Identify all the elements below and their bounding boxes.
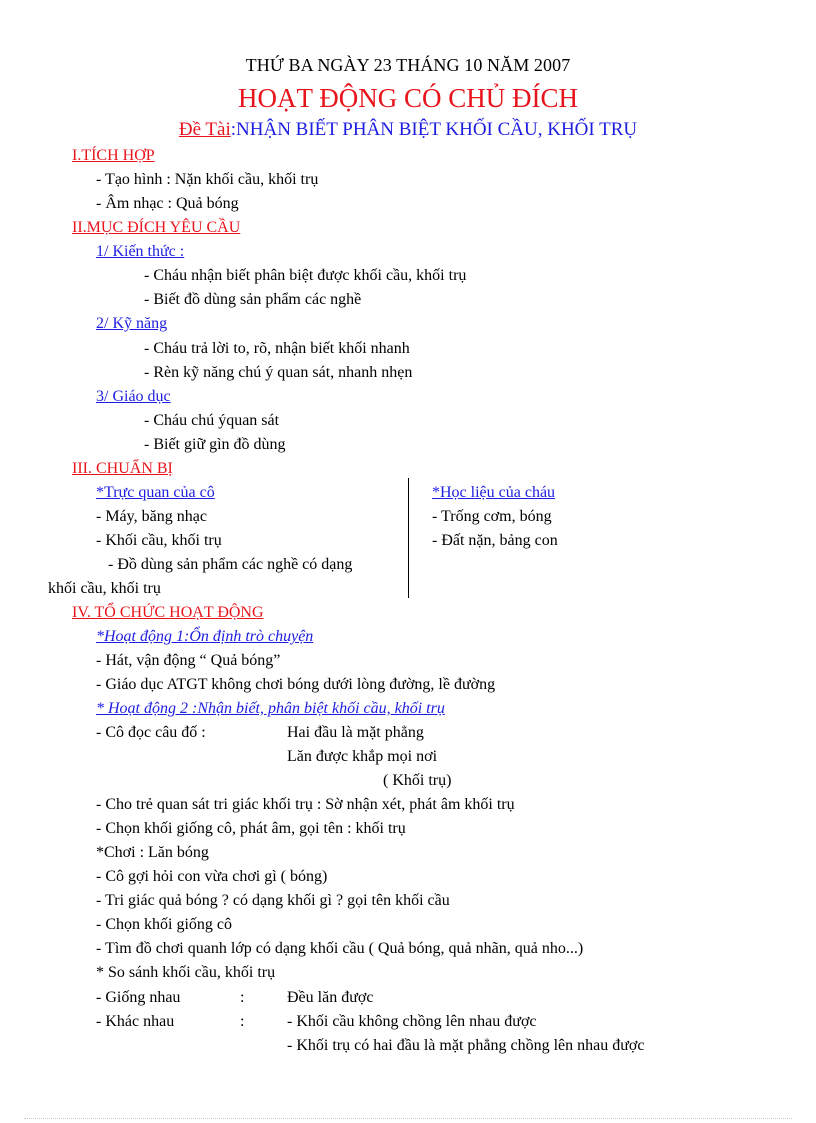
skills-item: - Cháu trả lời to, rõ, nhận biết khối nhanh (144, 340, 410, 357)
activity-2-item: - Cô gợi hỏi con vừa chơi gì ( bóng) (96, 868, 328, 885)
skills-item: - Rèn kỹ năng chú ý quan sát, nhanh nhẹn (144, 364, 413, 381)
activity-2-item: * So sánh khối cầu, khối trụ (96, 964, 276, 981)
riddle-intro: - Cô đọc câu đố : (96, 724, 206, 741)
integration-item: - Tạo hình : Nặn khối cầu, khối trụ (96, 171, 319, 188)
riddle-line: Hai đầu là mặt phẳng (287, 724, 424, 741)
teacher-material-item: khối cầu, khối trụ (48, 580, 161, 597)
column-divider (408, 478, 409, 598)
riddle-answer: ( Khối trụ) (383, 772, 452, 789)
activity-2-item: - Chọn khối giống cô (96, 916, 232, 933)
activities-heading: IV. TỔ CHỨC HOẠT ĐỘNG (72, 604, 264, 621)
diff-value: - Khối trụ có hai đầu là mặt phẳng chồng lên nhau được (287, 1037, 645, 1054)
children-material-item: - Đất nặn, bảng con (432, 532, 558, 549)
diff-colon: : (240, 1013, 245, 1030)
goals-heading: II.MỤC ĐÍCH YÊU CẦU (72, 219, 241, 236)
skills-heading: 2/ Kỹ năng (96, 315, 168, 332)
same-value: Đều lăn được (287, 989, 374, 1006)
knowledge-item: - Cháu nhận biết phân biệt được khối cầu, khối trụ (144, 267, 467, 284)
integration-item: - Âm nhạc : Quả bóng (96, 195, 239, 212)
page-bottom-border (24, 1118, 792, 1119)
same-colon: : (240, 989, 245, 1006)
diff-label: - Khác nhau (96, 1013, 175, 1030)
activity-2-item: - Tri giác quả bóng ? có dạng khối gì ? gọi tên khối cầu (96, 892, 450, 909)
children-material-item: - Trống cơm, bóng (432, 508, 552, 525)
activity-2-item: *Chơi : Lăn bóng (96, 844, 209, 861)
teacher-material-item: - Máy, băng nhạc (96, 508, 207, 525)
activity-1-item: - Giáo dục ATGT không chơi bóng dưới lòng đường, lề đường (96, 676, 496, 693)
date-line: THỨ BA NGÀY 23 THÁNG 10 NĂM 2007 (245, 55, 571, 75)
topic-title: :NHẬN BIẾT PHÂN BIỆT KHỐI CẦU, KHỐI TRỤ (230, 119, 638, 140)
riddle-line: Lăn được khắp mọi nơi (287, 748, 438, 765)
activity-1-heading: *Hoạt động 1:Ổn định trò chuyện (96, 628, 314, 645)
teacher-materials-heading: *Trực quan của cô (96, 484, 215, 501)
diff-value: - Khối cầu không chồng lên nhau được (287, 1013, 537, 1030)
topic-line (0, 118, 816, 142)
activity-2-item: - Chọn khối giống cô, phát âm, gọi tên : khối trụ (96, 820, 406, 837)
activity-2-item: - Cho trẻ quan sát tri giác khối trụ : Sờ nhận xét, phát âm khối trụ (96, 796, 515, 813)
knowledge-item: - Biết đồ dùng sản phẩm các nghề (144, 291, 362, 308)
activity-2-heading: * Hoạt động 2 :Nhận biết, phân biệt khối cầu, khối trụ (96, 700, 445, 717)
teacher-material-item: - Khối cầu, khối trụ (96, 532, 222, 549)
integration-heading: I.TÍCH HỢP (72, 147, 155, 164)
education-item: - Cháu chú ýquan sát (144, 412, 280, 429)
activity-type-title: HOẠT ĐỘNG CÓ CHỦ ĐÍCH (237, 83, 578, 113)
education-item: - Biết giữ gìn đồ dùng (144, 436, 286, 453)
topic-label: Đề Tài (178, 119, 231, 140)
education-heading: 3/ Giáo dục (96, 388, 171, 405)
teacher-material-item: - Đồ dùng sản phẩm các nghề có dạng (108, 556, 353, 573)
activity-2-item: - Tìm đồ chơi quanh lớp có dạng khối cầu ( Quả bóng, quả nhãn, quả nho...) (96, 940, 584, 957)
knowledge-heading: 1/ Kiến thức : (96, 243, 185, 260)
activity-1-item: - Hát, vận động “ Quả bóng” (96, 652, 281, 669)
children-materials-heading: *Học liệu của cháu (432, 484, 556, 501)
same-label: - Giống nhau (96, 989, 181, 1006)
preparation-heading: III. CHUẨN BỊ (72, 460, 173, 477)
